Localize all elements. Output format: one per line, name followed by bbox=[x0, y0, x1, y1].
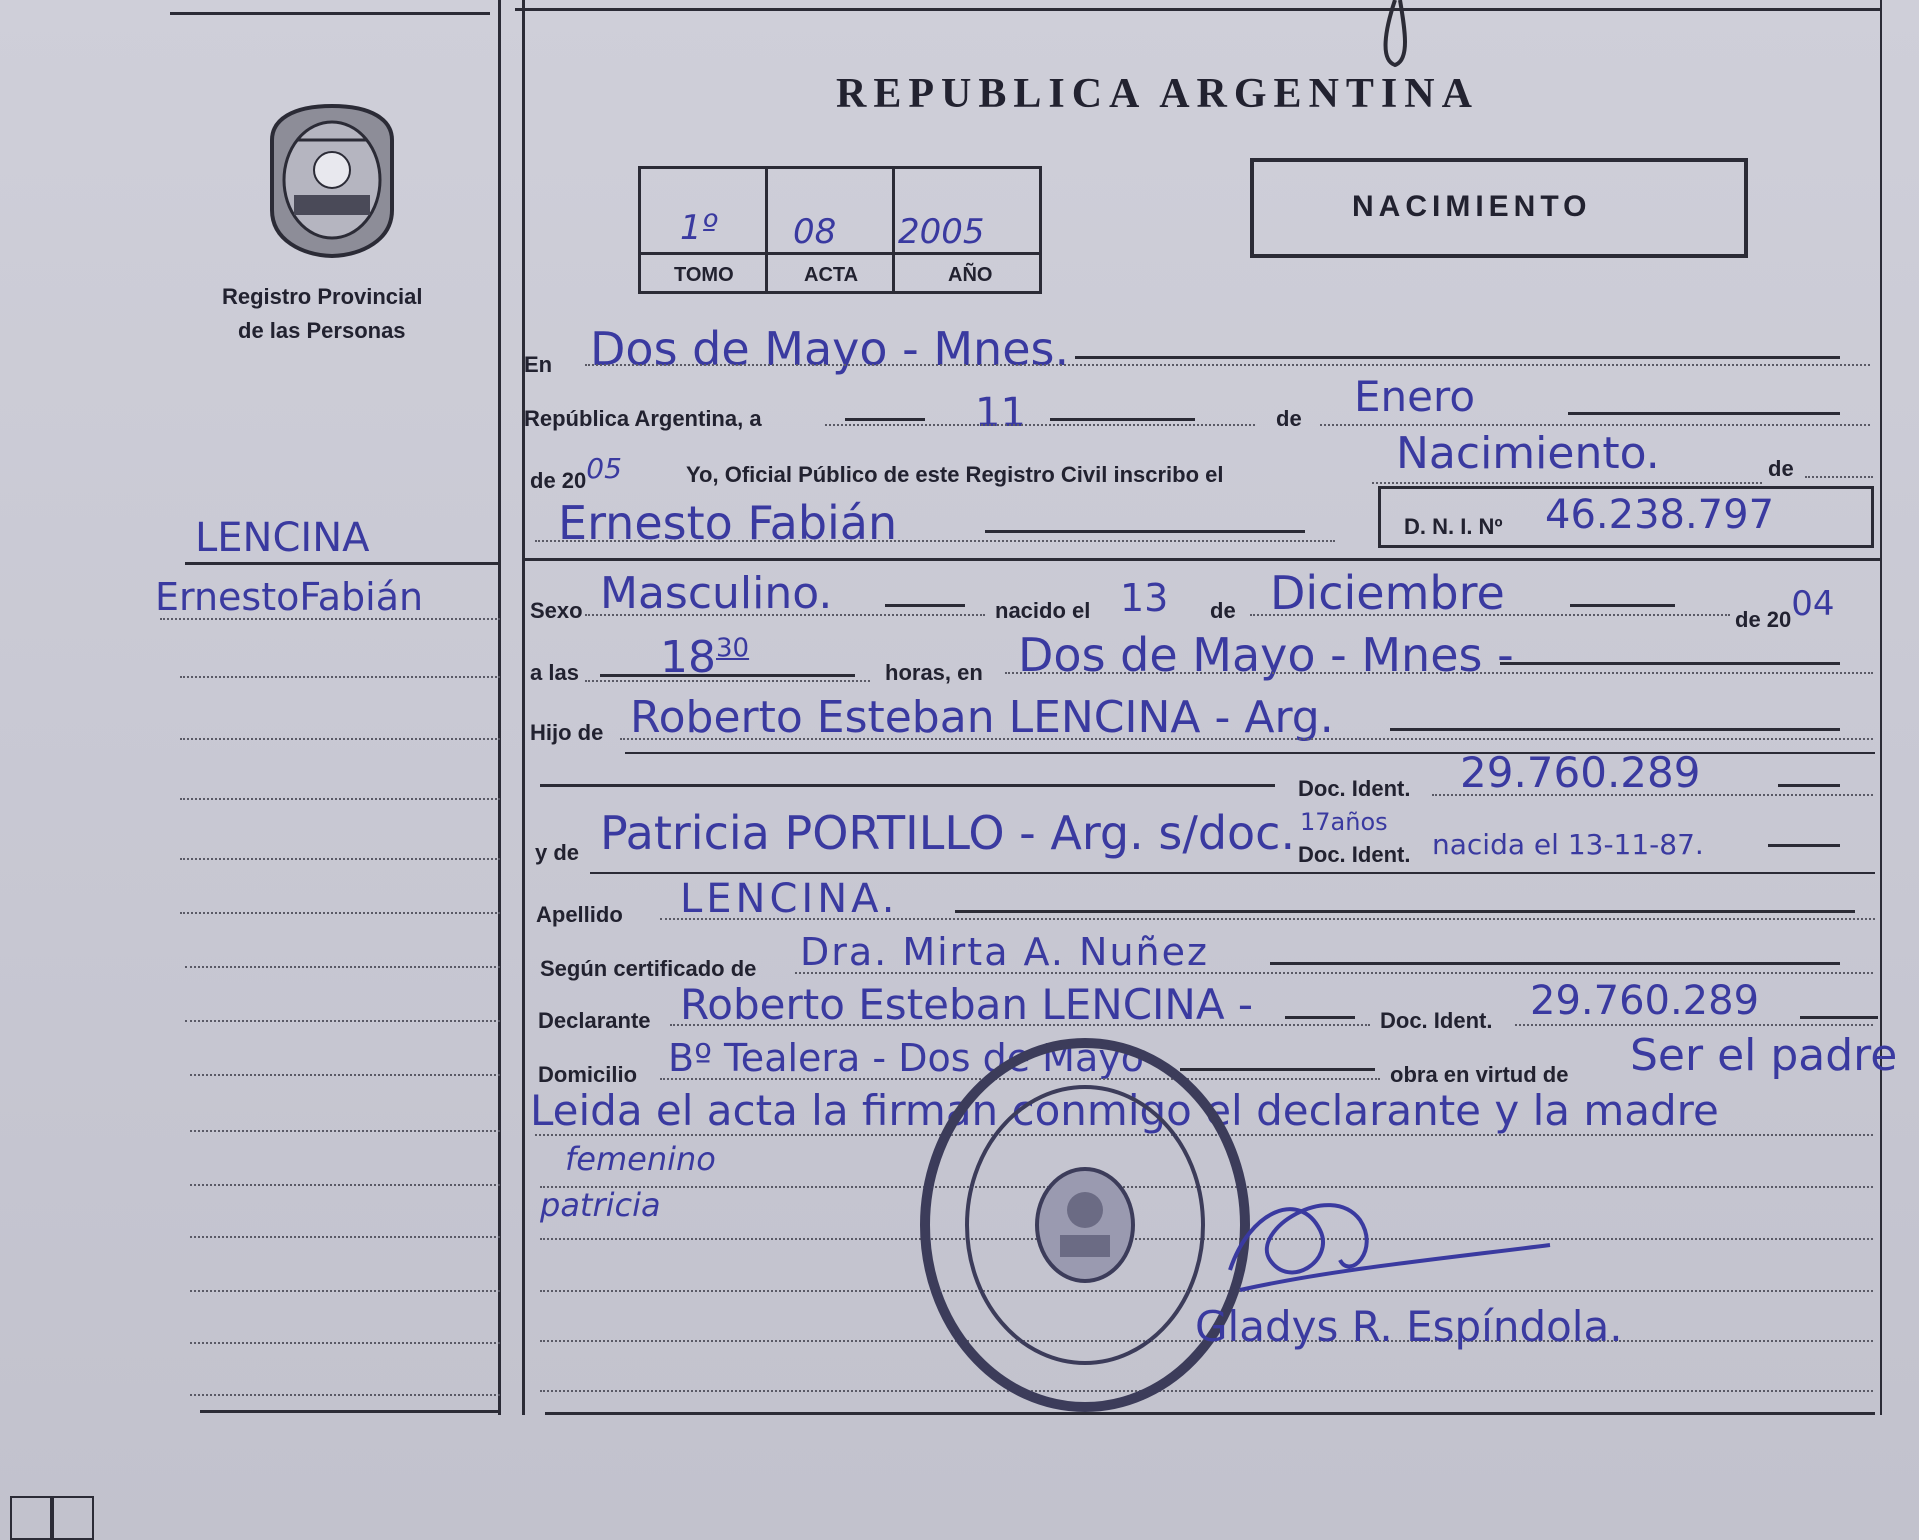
right-border bbox=[1880, 0, 1882, 1415]
declarante-doc-dots bbox=[1515, 1024, 1873, 1026]
day-value: 11 bbox=[975, 390, 1026, 436]
registry-name-line1: Registro Provincial bbox=[222, 284, 423, 309]
birth-month-value: Diciembre bbox=[1270, 566, 1505, 620]
de-label-2: de bbox=[1768, 456, 1794, 481]
republica-label: República Argentina, a bbox=[524, 406, 762, 431]
declarante-value: Roberto Esteban LENCINA - bbox=[680, 980, 1254, 1029]
certificado-rule bbox=[1270, 962, 1840, 965]
hour-rule bbox=[600, 674, 855, 677]
doc-ident-label-1: Doc. Ident. bbox=[1298, 776, 1411, 801]
day-dots bbox=[825, 424, 1255, 426]
sexo-rule bbox=[885, 604, 965, 607]
father-value: Roberto Esteban LENCINA - Arg. bbox=[630, 692, 1334, 743]
birth-place-dots bbox=[1005, 672, 1873, 674]
birth-year-prefix-text: de 20 bbox=[1735, 607, 1792, 632]
official-signature-text: Gladys R. Espíndola. bbox=[1195, 1302, 1623, 1351]
child-name-rule bbox=[985, 530, 1305, 533]
segun-label: Según certificado de bbox=[540, 956, 757, 981]
apellido-dots bbox=[660, 918, 1875, 920]
declarante-dots bbox=[670, 1024, 1370, 1026]
year-prefix-text: de 20 bbox=[530, 468, 587, 493]
mother-value: Patricia PORTILLO - Arg. s/doc. bbox=[600, 806, 1296, 860]
section-rule bbox=[525, 558, 1880, 561]
father-doc-tail bbox=[1778, 784, 1840, 787]
child-name-dots bbox=[535, 540, 1335, 542]
obra-value: Ser el padre bbox=[1630, 1030, 1898, 1081]
sexo-label: Sexo bbox=[530, 598, 583, 623]
hour-text: 18 bbox=[660, 632, 716, 683]
column-divider-2 bbox=[522, 0, 525, 1415]
act-written-value: Nacimiento. bbox=[1396, 428, 1660, 479]
mother-rule bbox=[1768, 844, 1840, 847]
domicilio-value: Bº Tealera - Dos de Mayo bbox=[668, 1036, 1144, 1080]
act-dots bbox=[1372, 482, 1762, 484]
declarante-rule bbox=[1285, 1016, 1355, 1019]
year-suffix: 05 bbox=[586, 452, 622, 485]
birth-place-rule bbox=[1500, 662, 1840, 665]
birth-month-dots bbox=[1250, 614, 1730, 616]
month-value: Enero bbox=[1354, 372, 1476, 421]
ano-label: AÑO bbox=[948, 264, 993, 286]
acta-value: 08 bbox=[793, 212, 837, 252]
en-label: En bbox=[524, 352, 553, 377]
horas-label: horas, en bbox=[885, 660, 983, 685]
father-dots bbox=[620, 738, 1873, 740]
register-box-divider bbox=[638, 252, 1042, 255]
correction-note-2: patricia bbox=[540, 1186, 661, 1224]
country-title: REPUBLICA ARGENTINA bbox=[836, 71, 1479, 117]
margin-rule-1 bbox=[185, 562, 499, 565]
reading-line: Leida el acta la firman conmigo el declarante y la madre bbox=[530, 1086, 1719, 1135]
sexo-dots bbox=[585, 614, 985, 616]
doc-ident-label-2: Doc. Ident. bbox=[1298, 842, 1411, 867]
certificado-dots bbox=[795, 972, 1873, 974]
margin-given-names: ErnestoFabián bbox=[155, 575, 424, 619]
apellido-rule bbox=[955, 910, 1855, 913]
official-text: Yo, Oficial Público de este Registro Civil inscribo el bbox=[686, 462, 1224, 487]
de-label-3: de bbox=[1210, 598, 1236, 623]
tomo-value: 1º bbox=[680, 208, 718, 248]
column-divider-1 bbox=[498, 0, 501, 1415]
official-signature-icon bbox=[1210, 1150, 1560, 1310]
birth-place-value: Dos de Mayo - Mnes - bbox=[1018, 628, 1514, 682]
father-rule bbox=[1390, 728, 1840, 731]
minutes-text: 30 bbox=[716, 633, 750, 664]
ano-value: 2005 bbox=[898, 212, 985, 252]
registry-name-line2: de las Personas bbox=[238, 318, 406, 343]
acta-label: ACTA bbox=[804, 264, 859, 286]
act-type: NACIMIENTO bbox=[1352, 190, 1592, 223]
birth-day-value: 13 bbox=[1120, 576, 1169, 620]
official-stamp-icon bbox=[915, 1030, 1255, 1420]
margin-surname: LENCINA bbox=[195, 515, 370, 561]
line-1-dots bbox=[585, 364, 1870, 366]
corner-box-2 bbox=[52, 1496, 94, 1540]
child-name-value: Ernesto Fabián bbox=[558, 496, 898, 550]
top-signature-mark-icon bbox=[1365, 0, 1425, 70]
domicilio-label: Domicilio bbox=[538, 1062, 638, 1087]
dni-label: D. N. I. Nº bbox=[1404, 514, 1503, 539]
tomo-label: TOMO bbox=[674, 264, 734, 286]
birth-month-rule bbox=[1570, 604, 1675, 607]
dni-value: 46.238.797 bbox=[1545, 492, 1775, 538]
apellido-label: Apellido bbox=[536, 902, 623, 927]
top-rule-right bbox=[515, 8, 1880, 11]
birth-year-prefix bbox=[1735, 584, 1835, 636]
year-prefix bbox=[530, 452, 622, 495]
nacido-label: nacido el bbox=[995, 598, 1091, 623]
top-rule-left bbox=[170, 12, 490, 15]
corner-box-1 bbox=[10, 1496, 52, 1540]
yde-label: y de bbox=[535, 840, 580, 865]
obra-label: obra en virtud de bbox=[1390, 1062, 1569, 1087]
de-dots-2 bbox=[1805, 476, 1873, 478]
hour-dots bbox=[585, 680, 870, 682]
declarante-label: Declarante bbox=[538, 1008, 651, 1033]
month-rule bbox=[1568, 412, 1840, 415]
place-value: Dos de Mayo - Mnes. bbox=[590, 322, 1070, 376]
mother-underline bbox=[590, 872, 1875, 874]
declarante-doc-rule bbox=[1800, 1016, 1878, 1019]
father-doc-dots bbox=[1432, 794, 1873, 796]
hijo-label: Hijo de bbox=[530, 720, 604, 745]
mother-birth-value: nacida el 13-11-87. bbox=[1432, 828, 1704, 861]
day-rule-1 bbox=[845, 418, 925, 421]
doc-ident-label-3: Doc. Ident. bbox=[1380, 1008, 1493, 1033]
father-doc-value: 29.760.289 bbox=[1460, 748, 1701, 797]
line-1-rule bbox=[1075, 356, 1840, 359]
margin-bottom-rule bbox=[200, 1410, 498, 1413]
day-rule-2 bbox=[1050, 418, 1195, 421]
month-dots bbox=[1320, 424, 1870, 426]
certificado-value: Dra. Mirta A. Nuñez bbox=[800, 930, 1209, 974]
birth-year-suffix: 04 bbox=[1791, 584, 1835, 624]
alas-label: a las bbox=[530, 660, 579, 685]
provincial-seal-icon bbox=[262, 100, 402, 260]
father-doc-rule bbox=[540, 784, 1275, 787]
de-label-1: de bbox=[1276, 406, 1302, 431]
sexo-value: Masculino. bbox=[600, 568, 833, 619]
correction-note-1: femenino bbox=[565, 1140, 716, 1178]
apellido-value: LENCINA. bbox=[680, 876, 899, 922]
mother-age-value: 17años bbox=[1300, 808, 1388, 836]
declarante-doc-value: 29.760.289 bbox=[1530, 978, 1760, 1024]
